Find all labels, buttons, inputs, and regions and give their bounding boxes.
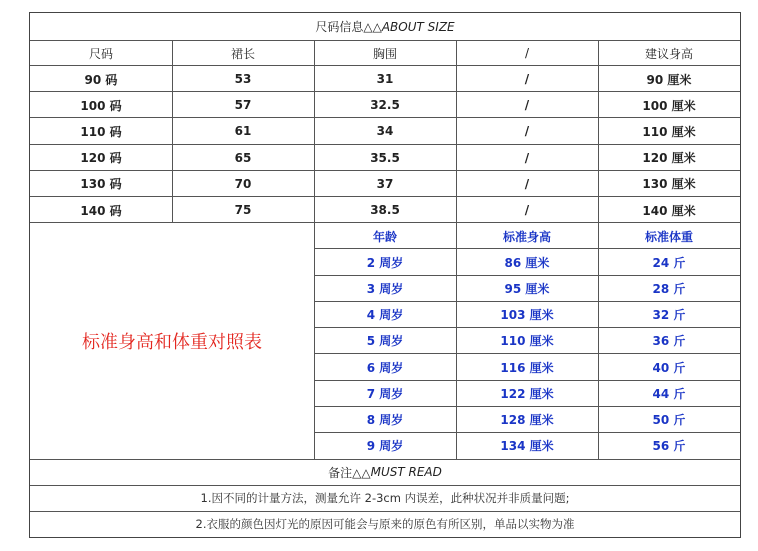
grid-hline — [30, 485, 740, 486]
size-row-chest-cell: 38.5 — [370, 203, 400, 217]
grid-hline — [30, 222, 740, 223]
size-row-length-cell: 75 — [234, 203, 252, 217]
grid-hline — [30, 91, 740, 92]
reference-row-age-cell: 7 周岁 — [366, 386, 404, 401]
size-row-height-cell: 120 厘米 — [642, 151, 696, 166]
reference-row-weight-cell: 56 斤 — [652, 439, 686, 454]
size-row-size-cell: 100 码 — [80, 98, 122, 113]
size-row-slash-cell: / — [524, 72, 530, 86]
grid-hline — [314, 432, 740, 433]
notes-title — [30, 459, 740, 485]
grid-vline — [598, 40, 599, 223]
reference-row-weight-cell: 28 斤 — [652, 281, 686, 296]
grid-vline — [598, 223, 599, 459]
size-row-length-cell: 57 — [234, 98, 252, 113]
reference-row-age-cell: 6 周岁 — [366, 360, 404, 375]
reference-row-height-cell: 116 厘米 — [500, 360, 554, 375]
reference-row-age-cell: 9 周岁 — [366, 439, 404, 454]
size-row-length-cell: 70 — [234, 176, 252, 191]
reference-row-age-cell: 4 周岁 — [366, 308, 404, 322]
size-row-chest-cell: 34 — [376, 124, 394, 139]
size-row-length-cell: 65 — [234, 150, 252, 165]
grid-hline — [314, 248, 740, 249]
reference-header-weight: 标准体重 — [644, 229, 693, 244]
grid-vline — [314, 223, 315, 459]
size-header-chest: 胸围 — [372, 46, 397, 61]
note-line-1: 1.因不同的计量方法，测量允许 2-3cm 内误差，此种状况并非质量问题; — [200, 491, 570, 505]
notes-title-prefix: 备注△△ — [328, 465, 371, 480]
grid-vline — [456, 223, 457, 459]
size-row-height-cell: 100 厘米 — [642, 98, 696, 113]
size-row-height-cell: 140 厘米 — [642, 203, 696, 218]
size-row-size-cell: 110 码 — [80, 124, 122, 139]
size-header-slash: / — [524, 46, 530, 60]
reference-row-age-cell: 3 周岁 — [366, 281, 404, 296]
reference-row-age-cell: 5 周岁 — [366, 334, 404, 349]
size-row-size-cell: 140 码 — [80, 203, 122, 218]
grid-hline — [314, 380, 740, 381]
reference-row-age-cell: 2 周岁 — [366, 255, 404, 270]
grid-vline — [456, 40, 457, 223]
notes-title-suffix: MUST READ — [370, 465, 442, 479]
reference-row-weight-cell: 24 斤 — [652, 255, 686, 270]
grid-hline — [314, 327, 740, 328]
size-header-length: 裙长 — [230, 46, 255, 61]
grid-hline — [30, 170, 740, 171]
grid-vline — [172, 40, 173, 223]
grid-hline — [30, 40, 740, 41]
size-header-size: 尺码 — [88, 46, 113, 61]
reference-row-height-cell: 103 厘米 — [500, 308, 554, 322]
size-row-slash-cell: / — [524, 176, 530, 191]
reference-header-age: 年龄 — [372, 229, 397, 244]
size-row-height-cell: 90 厘米 — [646, 72, 692, 87]
size-row-size-cell: 120 码 — [80, 151, 122, 166]
size-table-title — [30, 13, 740, 40]
grid-hline — [30, 117, 740, 118]
reference-row-weight-cell: 40 斤 — [652, 360, 686, 375]
size-row-slash-cell: / — [524, 124, 530, 139]
reference-row-height-cell: 134 厘米 — [500, 439, 554, 454]
size-row-length-cell: 61 — [234, 124, 252, 139]
reference-row-weight-cell: 50 斤 — [652, 413, 686, 427]
size-row-chest-cell: 32.5 — [370, 98, 400, 113]
size-row-length-cell: 53 — [234, 72, 252, 86]
size-row-slash-cell: / — [524, 98, 530, 113]
grid-vline — [314, 40, 315, 223]
size-row-slash-cell: / — [524, 150, 530, 165]
reference-row-age-cell: 8 周岁 — [366, 413, 404, 427]
size-row-size-cell: 130 码 — [80, 177, 122, 192]
reference-header-height: 标准身高 — [502, 229, 551, 244]
grid-hline — [30, 144, 740, 145]
size-table-title-suffix: ABOUT SIZE — [381, 19, 455, 34]
grid-hline — [314, 275, 740, 276]
reference-row-height-cell: 95 厘米 — [504, 281, 550, 296]
size-header-height: 建议身高 — [644, 46, 693, 61]
size-row-chest-cell: 35.5 — [370, 150, 400, 165]
size-row-height-cell: 130 厘米 — [642, 177, 696, 192]
note-line-2: 2.衣服的颜色因灯光的原因可能会与原来的原色有所区别，单品以实物为准 — [195, 517, 575, 531]
reference-row-height-cell: 122 厘米 — [500, 386, 554, 401]
size-row-chest-cell: 31 — [376, 72, 394, 86]
reference-row-weight-cell: 32 斤 — [652, 308, 686, 322]
reference-row-height-cell: 110 厘米 — [500, 334, 554, 349]
grid-hline — [30, 511, 740, 512]
grid-hline — [30, 459, 740, 460]
grid-hline — [30, 65, 740, 66]
size-row-height-cell: 110 厘米 — [642, 124, 696, 139]
reference-table-label: 标准身高和体重对照表 — [82, 332, 262, 353]
size-chart-sheet — [29, 12, 741, 538]
size-row-size-cell: 90 码 — [84, 72, 118, 87]
size-row-chest-cell: 37 — [376, 176, 394, 191]
size-table-title-prefix: 尺码信息△△ — [315, 20, 382, 34]
size-row-slash-cell: / — [524, 203, 530, 217]
reference-row-height-cell: 128 厘米 — [500, 413, 554, 427]
reference-row-weight-cell: 36 斤 — [652, 334, 686, 349]
reference-row-weight-cell: 44 斤 — [652, 386, 686, 401]
grid-hline — [314, 301, 740, 302]
grid-hline — [30, 196, 740, 197]
reference-row-height-cell: 86 厘米 — [504, 255, 550, 270]
grid-hline — [314, 353, 740, 354]
grid-hline — [314, 406, 740, 407]
